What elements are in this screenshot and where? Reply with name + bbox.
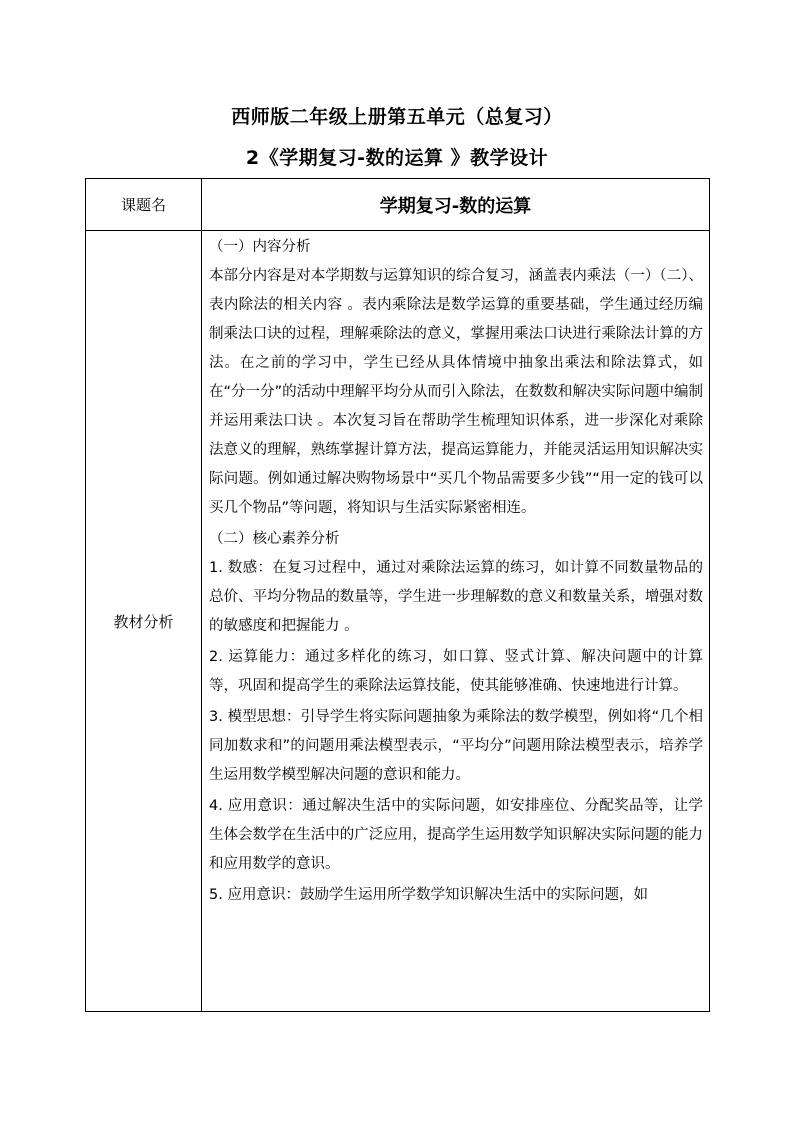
point-number-sense: 1. 数感：在复习过程中，通过对乘除法运算的练习，如计算不同数量物品的总价、平均分物品的数量等，学生进一步理解数的意义和数量关系，增强对数的敏感度和把握能力 。 xyxy=(209,560,703,634)
point-application-awareness-2: 5. 应用意识：鼓励学生运用所学数学知识解决生活中的实际问题，如 xyxy=(209,887,648,903)
analysis-content xyxy=(202,231,710,1012)
topic-row xyxy=(86,179,710,231)
analysis-label: 教材分析 xyxy=(86,231,202,1012)
topic-label: 课题名 xyxy=(86,179,202,231)
content-analysis-heading: （一）内容分析 xyxy=(209,239,311,255)
document-title: 西师版二年级上册第五单元（总复习） xyxy=(231,106,563,128)
point-model-thinking: 3. 模型思想：引导学生将实际问题抽象为乘除法的数学模型，例如将“几个相同加数求和”的问题用乘法模型表示，“平均分”问题用除法模型表示，培养学生运用数学模型解决问题的意识和能力。 xyxy=(209,709,703,783)
analysis-row xyxy=(86,231,710,1012)
content-analysis-text: 本部分内容是对本学期数与运算知识的综合复习，涵盖表内乘法（一）（二）、表内除法的相关内容 。表内乘除法是数学运算的重要基础，学生通过经历编制乘法口诀的过程，理解乘除法的意义，掌握用乘法口诀进行乘除法计算的方法。在之前的学习中，学生已经从具体情境中抽象出乘法和除法算式，如在“分一分”的活动中理解平均分从而引入除法，在数数和解决实际问题中编制并运用乘法口诀 。本次复习旨在帮助学生梳理知识体系，进一步深化对乘除法意义的理解，熟练掌握计算方法，提高运算能力，并能灵活运用知识解决实际问题。例如通过解决购物场景中“买几个物品需要多少钱”“用一定的钱可以买几个物品”等问题，将知识与生活实际紧密相连。 xyxy=(209,268,703,516)
core-literacy-heading: （二）核心素养分析 xyxy=(209,531,340,547)
point-calculation-ability: 2. 运算能力：通过多样化的练习，如口算、竖式计算、解决问题中的计算等，巩固和提高学生的乘除法运算技能，使其能够准确、快速地进行计算。 xyxy=(209,649,703,694)
lesson-plan-table xyxy=(85,178,710,1012)
topic-value: 学期复习-数的运算 xyxy=(202,179,710,231)
document-subtitle: 2《学期复习-数的运算 》教学设计 xyxy=(245,147,549,169)
point-application-awareness: 4. 应用意识：通过解决生活中的实际问题，如安排座位、分配奖品等，让学生体会数学在生活中的广泛应用，提高学生运用数学知识解决实际问题的能力和应用数学的意识。 xyxy=(209,798,703,872)
